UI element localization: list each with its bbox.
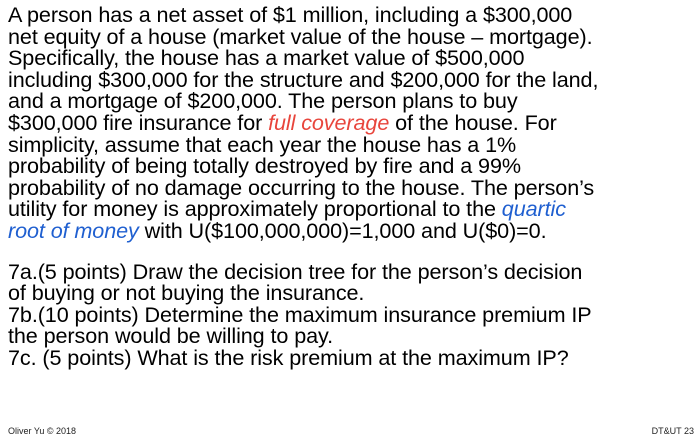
statement-line-9: probability of no damage occurring to the house. The person’s xyxy=(8,174,595,200)
paragraph-gap xyxy=(8,242,698,261)
questions-block xyxy=(8,258,698,370)
footer-copyright: Oliver Yu © 2018 xyxy=(8,426,77,436)
root-of-money-highlight: root of money xyxy=(8,217,139,243)
question-7b-line-1: 7b.(10 points) Determine the maximum insurance premium IP xyxy=(8,301,592,327)
statement-line-10 xyxy=(8,198,698,220)
statement-line-6 xyxy=(8,109,698,135)
statement-line-1: A person has a net asset of $1 million, including a $300,000 xyxy=(8,2,573,27)
statement-line-8: probability of being totally destroyed by fire and a 99% xyxy=(8,153,521,179)
statement-line-10-start: utility for money is approximately proportional to the xyxy=(8,196,502,222)
statement-line-11-end: with U($100,000,000)=1,000 and U($0)=0. xyxy=(138,217,547,243)
statement-line-6-start: $300,000 fire insurance for xyxy=(8,109,269,135)
question-7a-line-2: of buying or not buying the insurance. xyxy=(8,280,365,306)
statement-line-2: net equity of a house (market value of the house – mortgage). xyxy=(8,23,593,49)
footer-page-number: DT&UT 23 xyxy=(651,426,694,436)
statement-line-7: simplicity, assume that each year the house has a 1% xyxy=(8,131,517,157)
statement-line-4: including $300,000 for the structure and $200,000 for the land, xyxy=(8,66,599,92)
statement-line-3: Specifically, the house has a market value of $500,000 xyxy=(8,45,525,71)
quartic-highlight: quartic xyxy=(501,196,566,222)
question-7b-line-2: the person would be willing to pay. xyxy=(8,323,334,349)
statement-line-5: and a mortgage of $200,000. The person plans to buy xyxy=(8,88,518,114)
question-7a-line-1: 7a.(5 points) Draw the decision tree for the person’s decision xyxy=(8,258,583,284)
question-7c-line-1: 7c. (5 points) What is the risk premium at the maximum IP? xyxy=(8,344,569,370)
full-coverage-highlight: full coverage xyxy=(268,109,390,135)
statement-line-11 xyxy=(8,217,698,243)
statement-line-6-end: of the house. For xyxy=(389,109,557,135)
problem-statement xyxy=(8,4,698,242)
problem-document xyxy=(8,4,698,369)
